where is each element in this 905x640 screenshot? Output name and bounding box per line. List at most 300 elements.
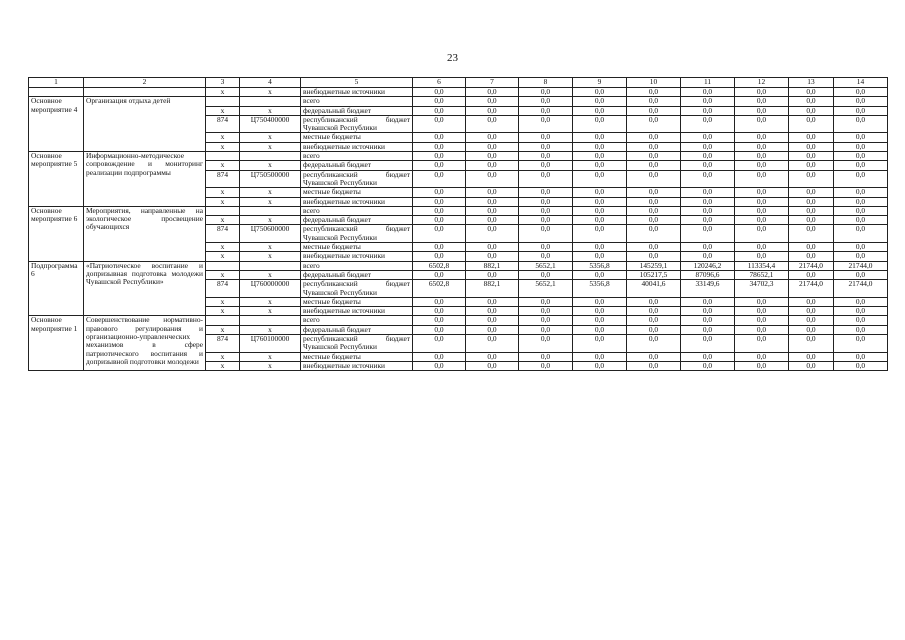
amount-cell: 0,0 bbox=[834, 106, 888, 115]
budget-code-cell: х bbox=[240, 243, 301, 252]
amount-cell: 0,0 bbox=[627, 170, 681, 188]
amount-cell: 0,0 bbox=[466, 206, 519, 215]
ministry-code-cell: х bbox=[206, 142, 240, 151]
ministry-code-cell: х bbox=[206, 352, 240, 361]
amount-cell: 0,0 bbox=[573, 161, 627, 170]
amount-cell: 0,0 bbox=[627, 316, 681, 325]
amount-cell: 0,0 bbox=[519, 270, 573, 279]
amount-cell: 0,0 bbox=[735, 252, 789, 261]
budget-code-cell bbox=[240, 152, 301, 161]
amount-cell: 0,0 bbox=[789, 316, 834, 325]
amount-cell: 0,0 bbox=[627, 115, 681, 133]
amount-cell: 0,0 bbox=[789, 170, 834, 188]
amount-cell: 0,0 bbox=[413, 243, 466, 252]
amount-cell: 5652,1 bbox=[519, 261, 573, 270]
funding-source-cell: федеральный бюджет bbox=[301, 106, 413, 115]
budget-code-cell: Ц760000000 bbox=[240, 280, 301, 298]
funding-source-cell: республиканский бюджет Чувашской Республики bbox=[301, 115, 413, 133]
amount-cell: 0,0 bbox=[681, 307, 735, 316]
amount-cell: 0,0 bbox=[519, 307, 573, 316]
amount-cell: 0,0 bbox=[681, 133, 735, 142]
amount-cell: 145259,1 bbox=[627, 261, 681, 270]
column-number-row bbox=[29, 78, 888, 88]
amount-cell: 0,0 bbox=[627, 152, 681, 161]
ministry-code-cell: х bbox=[206, 325, 240, 334]
amount-cell: 0,0 bbox=[466, 106, 519, 115]
amount-cell: 0,0 bbox=[834, 142, 888, 151]
amount-cell: 34702,3 bbox=[735, 280, 789, 298]
ministry-code-cell: х bbox=[206, 106, 240, 115]
amount-cell: 0,0 bbox=[834, 270, 888, 279]
amount-cell: 0,0 bbox=[413, 270, 466, 279]
amount-cell: 0,0 bbox=[681, 325, 735, 334]
budget-code-cell: Ц750500000 bbox=[240, 170, 301, 188]
amount-cell: 0,0 bbox=[573, 88, 627, 97]
column-number-cell: 2 bbox=[84, 78, 206, 88]
amount-cell: 0,0 bbox=[519, 97, 573, 106]
funding-source-cell: федеральный бюджет bbox=[301, 270, 413, 279]
amount-cell: 0,0 bbox=[789, 88, 834, 97]
amount-cell: 0,0 bbox=[573, 270, 627, 279]
budget-code-cell: х bbox=[240, 307, 301, 316]
amount-cell: 33149,6 bbox=[681, 280, 735, 298]
amount-cell: 120246,2 bbox=[681, 261, 735, 270]
name-cell: Совершенствование нормативно-правового регулирования и организационно-управленческих механизмов в сфере патриотического воспитания и допризывной подготовки молодежи bbox=[84, 316, 206, 371]
status-cell: Основное мероприятие 6 bbox=[29, 206, 84, 261]
amount-cell: 0,0 bbox=[627, 335, 681, 353]
budget-code-cell bbox=[240, 261, 301, 270]
funding-source-cell: федеральный бюджет bbox=[301, 325, 413, 334]
funding-source-cell: республиканский бюджет Чувашской Республики bbox=[301, 170, 413, 188]
amount-cell: 0,0 bbox=[681, 335, 735, 353]
amount-cell: 0,0 bbox=[735, 161, 789, 170]
amount-cell: 40041,6 bbox=[627, 280, 681, 298]
ministry-code-cell: х bbox=[206, 188, 240, 197]
amount-cell: 0,0 bbox=[834, 352, 888, 361]
amount-cell: 0,0 bbox=[789, 106, 834, 115]
amount-cell: 0,0 bbox=[735, 97, 789, 106]
amount-cell: 0,0 bbox=[627, 216, 681, 225]
column-number-cell: 1 bbox=[29, 78, 84, 88]
table-body bbox=[29, 78, 888, 371]
amount-cell: 0,0 bbox=[413, 106, 466, 115]
budget-code-cell: Ц760100000 bbox=[240, 335, 301, 353]
funding-source-cell: местные бюджеты bbox=[301, 297, 413, 306]
budget-code-cell: х bbox=[240, 142, 301, 151]
amount-cell: 0,0 bbox=[735, 307, 789, 316]
amount-cell: 0,0 bbox=[834, 307, 888, 316]
amount-cell: 0,0 bbox=[834, 225, 888, 243]
ministry-code-cell: х bbox=[206, 133, 240, 142]
amount-cell: 0,0 bbox=[519, 197, 573, 206]
ministry-code-cell: х bbox=[206, 252, 240, 261]
budget-table bbox=[28, 77, 888, 371]
column-number-cell: 14 bbox=[834, 78, 888, 88]
amount-cell: 0,0 bbox=[573, 188, 627, 197]
status-cell: Основное мероприятие 5 bbox=[29, 152, 84, 207]
amount-cell: 0,0 bbox=[413, 307, 466, 316]
amount-cell: 0,0 bbox=[573, 307, 627, 316]
amount-cell: 0,0 bbox=[681, 161, 735, 170]
funding-source-cell: всего bbox=[301, 152, 413, 161]
amount-cell: 0,0 bbox=[413, 97, 466, 106]
amount-cell: 0,0 bbox=[573, 252, 627, 261]
budget-code-cell: Ц750400000 bbox=[240, 115, 301, 133]
column-number-cell: 6 bbox=[413, 78, 466, 88]
amount-cell: 0,0 bbox=[466, 142, 519, 151]
budget-code-cell: Ц750600000 bbox=[240, 225, 301, 243]
amount-cell: 0,0 bbox=[627, 88, 681, 97]
amount-cell: 6502,8 bbox=[413, 280, 466, 298]
amount-cell: 0,0 bbox=[735, 106, 789, 115]
amount-cell: 0,0 bbox=[466, 307, 519, 316]
amount-cell: 21744,0 bbox=[789, 261, 834, 270]
amount-cell: 0,0 bbox=[413, 216, 466, 225]
table-row bbox=[29, 152, 888, 161]
amount-cell: 0,0 bbox=[466, 270, 519, 279]
amount-cell: 0,0 bbox=[735, 206, 789, 215]
amount-cell: 0,0 bbox=[573, 216, 627, 225]
amount-cell: 0,0 bbox=[627, 197, 681, 206]
amount-cell: 0,0 bbox=[466, 97, 519, 106]
column-number-cell: 4 bbox=[240, 78, 301, 88]
amount-cell: 0,0 bbox=[519, 142, 573, 151]
ministry-code-cell bbox=[206, 316, 240, 325]
amount-cell: 0,0 bbox=[681, 88, 735, 97]
column-number-cell: 8 bbox=[519, 78, 573, 88]
table-row bbox=[29, 261, 888, 270]
amount-cell: 0,0 bbox=[789, 252, 834, 261]
amount-cell: 6502,8 bbox=[413, 261, 466, 270]
funding-source-cell: местные бюджеты bbox=[301, 133, 413, 142]
funding-source-cell: всего bbox=[301, 97, 413, 106]
table-row bbox=[29, 97, 888, 106]
ministry-code-cell: 874 bbox=[206, 170, 240, 188]
amount-cell: 0,0 bbox=[413, 361, 466, 370]
amount-cell: 0,0 bbox=[413, 142, 466, 151]
amount-cell: 0,0 bbox=[413, 316, 466, 325]
amount-cell: 0,0 bbox=[519, 206, 573, 215]
amount-cell: 0,0 bbox=[413, 325, 466, 334]
amount-cell: 0,0 bbox=[789, 115, 834, 133]
ministry-code-cell: х bbox=[206, 88, 240, 97]
amount-cell: 0,0 bbox=[573, 361, 627, 370]
column-number-cell: 3 bbox=[206, 78, 240, 88]
amount-cell: 0,0 bbox=[519, 335, 573, 353]
amount-cell: 0,0 bbox=[573, 106, 627, 115]
ministry-code-cell: х bbox=[206, 307, 240, 316]
funding-source-cell: внебюджетные источники bbox=[301, 307, 413, 316]
amount-cell: 0,0 bbox=[413, 115, 466, 133]
amount-cell: 0,0 bbox=[834, 97, 888, 106]
budget-code-cell bbox=[240, 97, 301, 106]
amount-cell: 21744,0 bbox=[834, 280, 888, 298]
amount-cell: 0,0 bbox=[573, 243, 627, 252]
funding-source-cell: внебюджетные источники bbox=[301, 361, 413, 370]
amount-cell: 0,0 bbox=[519, 225, 573, 243]
name-cell: «Патриотическое воспитание и допризывная подготовка молодежи Чувашской Республики» bbox=[84, 261, 206, 316]
amount-cell: 0,0 bbox=[466, 352, 519, 361]
amount-cell: 882,1 bbox=[466, 280, 519, 298]
amount-cell: 0,0 bbox=[834, 316, 888, 325]
amount-cell: 0,0 bbox=[519, 106, 573, 115]
status-cell bbox=[29, 88, 84, 97]
amount-cell: 0,0 bbox=[789, 97, 834, 106]
amount-cell: 0,0 bbox=[519, 152, 573, 161]
amount-cell: 0,0 bbox=[627, 252, 681, 261]
amount-cell: 0,0 bbox=[834, 133, 888, 142]
budget-code-cell: х bbox=[240, 325, 301, 334]
amount-cell: 0,0 bbox=[789, 161, 834, 170]
amount-cell: 0,0 bbox=[627, 161, 681, 170]
amount-cell: 0,0 bbox=[834, 152, 888, 161]
amount-cell: 0,0 bbox=[519, 316, 573, 325]
amount-cell: 0,0 bbox=[789, 325, 834, 334]
amount-cell: 0,0 bbox=[466, 188, 519, 197]
amount-cell: 5356,8 bbox=[573, 261, 627, 270]
amount-cell: 0,0 bbox=[681, 170, 735, 188]
amount-cell: 0,0 bbox=[413, 170, 466, 188]
amount-cell: 0,0 bbox=[519, 88, 573, 97]
amount-cell: 0,0 bbox=[413, 335, 466, 353]
amount-cell: 0,0 bbox=[789, 361, 834, 370]
amount-cell: 113354,4 bbox=[735, 261, 789, 270]
amount-cell: 0,0 bbox=[573, 152, 627, 161]
amount-cell: 0,0 bbox=[413, 297, 466, 306]
column-number-cell: 5 bbox=[301, 78, 413, 88]
amount-cell: 0,0 bbox=[681, 115, 735, 133]
amount-cell: 0,0 bbox=[627, 297, 681, 306]
amount-cell: 0,0 bbox=[735, 170, 789, 188]
funding-source-cell: республиканский бюджет Чувашской Республики bbox=[301, 280, 413, 298]
amount-cell: 0,0 bbox=[735, 297, 789, 306]
amount-cell: 0,0 bbox=[519, 115, 573, 133]
funding-source-cell: республиканский бюджет Чувашской Республики bbox=[301, 335, 413, 353]
funding-source-cell: всего bbox=[301, 206, 413, 215]
amount-cell: 0,0 bbox=[789, 206, 834, 215]
amount-cell: 105217,5 bbox=[627, 270, 681, 279]
amount-cell: 0,0 bbox=[681, 352, 735, 361]
budget-code-cell: х bbox=[240, 133, 301, 142]
amount-cell: 0,0 bbox=[627, 325, 681, 334]
amount-cell: 0,0 bbox=[466, 88, 519, 97]
budget-code-cell: х bbox=[240, 197, 301, 206]
amount-cell: 0,0 bbox=[627, 133, 681, 142]
amount-cell: 0,0 bbox=[681, 106, 735, 115]
amount-cell: 0,0 bbox=[735, 197, 789, 206]
amount-cell: 0,0 bbox=[789, 225, 834, 243]
amount-cell: 0,0 bbox=[681, 216, 735, 225]
amount-cell: 0,0 bbox=[735, 115, 789, 133]
table-row bbox=[29, 206, 888, 215]
budget-code-cell: х bbox=[240, 361, 301, 370]
amount-cell: 87096,6 bbox=[681, 270, 735, 279]
amount-cell: 0,0 bbox=[789, 216, 834, 225]
amount-cell: 0,0 bbox=[573, 316, 627, 325]
amount-cell: 0,0 bbox=[789, 352, 834, 361]
amount-cell: 0,0 bbox=[789, 188, 834, 197]
amount-cell: 0,0 bbox=[735, 188, 789, 197]
amount-cell: 0,0 bbox=[681, 297, 735, 306]
amount-cell: 0,0 bbox=[735, 325, 789, 334]
budget-code-cell bbox=[240, 206, 301, 215]
amount-cell: 0,0 bbox=[789, 197, 834, 206]
column-number-cell: 13 bbox=[789, 78, 834, 88]
amount-cell: 0,0 bbox=[681, 225, 735, 243]
ministry-code-cell: х bbox=[206, 270, 240, 279]
amount-cell: 0,0 bbox=[834, 252, 888, 261]
amount-cell: 0,0 bbox=[834, 197, 888, 206]
amount-cell: 0,0 bbox=[834, 325, 888, 334]
amount-cell: 0,0 bbox=[681, 206, 735, 215]
funding-source-cell: внебюджетные источники bbox=[301, 197, 413, 206]
funding-source-cell: всего bbox=[301, 261, 413, 270]
amount-cell: 21744,0 bbox=[834, 261, 888, 270]
column-number-cell: 10 bbox=[627, 78, 681, 88]
amount-cell: 0,0 bbox=[466, 161, 519, 170]
budget-code-cell bbox=[240, 316, 301, 325]
column-number-cell: 11 bbox=[681, 78, 735, 88]
funding-source-cell: всего bbox=[301, 316, 413, 325]
amount-cell: 0,0 bbox=[519, 361, 573, 370]
amount-cell: 0,0 bbox=[681, 361, 735, 370]
amount-cell: 0,0 bbox=[681, 252, 735, 261]
amount-cell: 0,0 bbox=[466, 216, 519, 225]
amount-cell: 5652,1 bbox=[519, 280, 573, 298]
name-cell: Организация отдыха детей bbox=[84, 97, 206, 152]
amount-cell: 0,0 bbox=[573, 170, 627, 188]
amount-cell: 0,0 bbox=[466, 170, 519, 188]
amount-cell: 0,0 bbox=[834, 243, 888, 252]
amount-cell: 0,0 bbox=[413, 225, 466, 243]
amount-cell: 0,0 bbox=[681, 197, 735, 206]
amount-cell: 0,0 bbox=[834, 216, 888, 225]
amount-cell: 78652,1 bbox=[735, 270, 789, 279]
ministry-code-cell: х bbox=[206, 161, 240, 170]
funding-source-cell: федеральный бюджет bbox=[301, 161, 413, 170]
amount-cell: 0,0 bbox=[413, 252, 466, 261]
amount-cell: 0,0 bbox=[466, 335, 519, 353]
amount-cell: 0,0 bbox=[466, 297, 519, 306]
amount-cell: 0,0 bbox=[735, 316, 789, 325]
amount-cell: 0,0 bbox=[627, 106, 681, 115]
status-cell: Подпрограмма 6 bbox=[29, 261, 84, 316]
amount-cell: 0,0 bbox=[519, 161, 573, 170]
amount-cell: 0,0 bbox=[735, 133, 789, 142]
amount-cell: 0,0 bbox=[627, 361, 681, 370]
amount-cell: 0,0 bbox=[573, 297, 627, 306]
ministry-code-cell: 874 bbox=[206, 335, 240, 353]
amount-cell: 0,0 bbox=[627, 243, 681, 252]
amount-cell: 0,0 bbox=[519, 188, 573, 197]
amount-cell: 0,0 bbox=[573, 133, 627, 142]
ministry-code-cell: 874 bbox=[206, 225, 240, 243]
amount-cell: 0,0 bbox=[681, 142, 735, 151]
column-number-cell: 9 bbox=[573, 78, 627, 88]
amount-cell: 0,0 bbox=[834, 335, 888, 353]
amount-cell: 0,0 bbox=[789, 270, 834, 279]
amount-cell: 0,0 bbox=[573, 142, 627, 151]
budget-code-cell: х bbox=[240, 297, 301, 306]
ministry-code-cell: 874 bbox=[206, 115, 240, 133]
amount-cell: 0,0 bbox=[735, 88, 789, 97]
amount-cell: 0,0 bbox=[681, 188, 735, 197]
amount-cell: 0,0 bbox=[735, 216, 789, 225]
budget-code-cell: х bbox=[240, 106, 301, 115]
name-cell: Информационно-методическое сопровождение и мониторинг реализации подпрограммы bbox=[84, 152, 206, 207]
amount-cell: 0,0 bbox=[735, 352, 789, 361]
amount-cell: 0,0 bbox=[466, 316, 519, 325]
amount-cell: 0,0 bbox=[735, 335, 789, 353]
amount-cell: 0,0 bbox=[789, 133, 834, 142]
ministry-code-cell: х bbox=[206, 216, 240, 225]
amount-cell: 0,0 bbox=[413, 161, 466, 170]
amount-cell: 0,0 bbox=[627, 97, 681, 106]
amount-cell: 0,0 bbox=[573, 335, 627, 353]
amount-cell: 882,1 bbox=[466, 261, 519, 270]
amount-cell: 0,0 bbox=[681, 152, 735, 161]
amount-cell: 0,0 bbox=[466, 225, 519, 243]
ministry-code-cell bbox=[206, 261, 240, 270]
amount-cell: 0,0 bbox=[735, 142, 789, 151]
amount-cell: 0,0 bbox=[627, 307, 681, 316]
amount-cell: 0,0 bbox=[789, 335, 834, 353]
ministry-code-cell bbox=[206, 97, 240, 106]
amount-cell: 0,0 bbox=[681, 316, 735, 325]
column-number-cell: 12 bbox=[735, 78, 789, 88]
amount-cell: 0,0 bbox=[735, 361, 789, 370]
name-cell: Мероприятия, направленные на экологическое просвещение обучающихся bbox=[84, 206, 206, 261]
amount-cell: 0,0 bbox=[466, 361, 519, 370]
amount-cell: 0,0 bbox=[413, 133, 466, 142]
amount-cell: 0,0 bbox=[834, 115, 888, 133]
funding-source-cell: внебюджетные источники bbox=[301, 88, 413, 97]
funding-source-cell: республиканский бюджет Чувашской Республики bbox=[301, 225, 413, 243]
ministry-code-cell: х bbox=[206, 297, 240, 306]
funding-source-cell: внебюджетные источники bbox=[301, 142, 413, 151]
status-cell: Основное мероприятие 1 bbox=[29, 316, 84, 371]
amount-cell: 0,0 bbox=[681, 243, 735, 252]
amount-cell: 0,0 bbox=[735, 243, 789, 252]
amount-cell: 0,0 bbox=[834, 297, 888, 306]
amount-cell: 0,0 bbox=[789, 243, 834, 252]
amount-cell: 0,0 bbox=[413, 352, 466, 361]
amount-cell: 5356,8 bbox=[573, 280, 627, 298]
amount-cell: 0,0 bbox=[573, 206, 627, 215]
ministry-code-cell: х bbox=[206, 243, 240, 252]
table-row bbox=[29, 88, 888, 97]
budget-code-cell: х bbox=[240, 188, 301, 197]
amount-cell: 0,0 bbox=[834, 206, 888, 215]
amount-cell: 0,0 bbox=[466, 152, 519, 161]
amount-cell: 0,0 bbox=[681, 97, 735, 106]
amount-cell: 0,0 bbox=[519, 325, 573, 334]
amount-cell: 0,0 bbox=[413, 206, 466, 215]
amount-cell: 0,0 bbox=[573, 225, 627, 243]
amount-cell: 0,0 bbox=[627, 142, 681, 151]
ministry-code-cell: х bbox=[206, 197, 240, 206]
amount-cell: 0,0 bbox=[519, 297, 573, 306]
ministry-code-cell: х bbox=[206, 361, 240, 370]
budget-code-cell: х bbox=[240, 252, 301, 261]
amount-cell: 0,0 bbox=[519, 133, 573, 142]
amount-cell: 0,0 bbox=[627, 225, 681, 243]
funding-source-cell: внебюджетные источники bbox=[301, 252, 413, 261]
amount-cell: 0,0 bbox=[573, 352, 627, 361]
amount-cell: 0,0 bbox=[627, 188, 681, 197]
funding-source-cell: местные бюджеты bbox=[301, 352, 413, 361]
funding-source-cell: федеральный бюджет bbox=[301, 216, 413, 225]
